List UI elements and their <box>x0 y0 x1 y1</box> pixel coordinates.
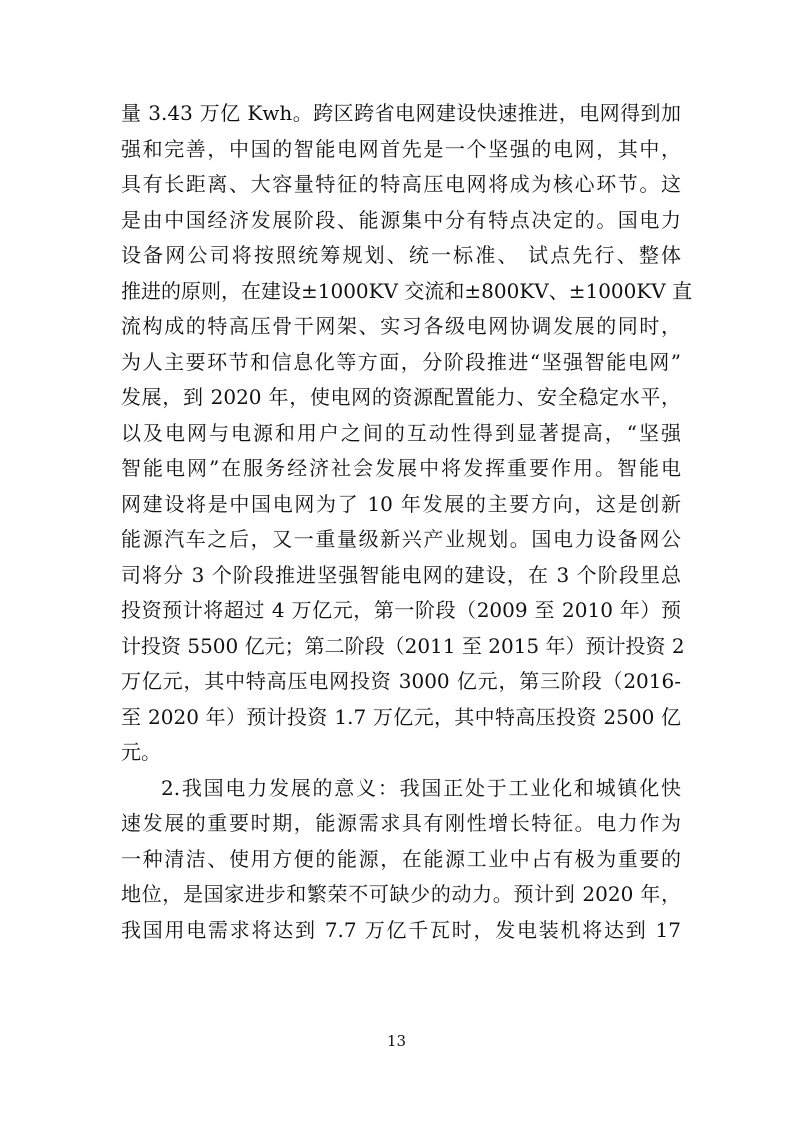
body-text <box>121 96 693 948</box>
page-number: 13 <box>386 1032 407 1050</box>
text-line: 智能电网”在服务经济社会发展中将发挥重要作用。智能电 <box>121 456 681 480</box>
text-line: 为人主要环节和信息化等方面，分阶段推进“坚强智能电网” <box>121 349 681 374</box>
text-line: 计投资 5500 亿元；第二阶段（2011 至 2015 年）预计投资 2 <box>121 633 685 658</box>
text-line: 万亿元，其中特高压电网投资 3000 亿元，第三阶段（2016- <box>121 669 681 693</box>
text-line: 至 2020 年）预计投资 1.7 万亿元，其中特高压投资 2500 亿 <box>121 704 681 729</box>
text-line: 一种清洁、使用方便的能源，在能源工业中占有极为重要的 <box>121 846 681 871</box>
text-line: 速发展的重要时期，能源需求具有刚性增长特征。电力作为 <box>121 811 681 835</box>
text-line: 设备网公司将按照统筹规划、统一标准、 试点先行、整体 <box>121 243 681 267</box>
text-line: 流构成的特高压骨干网架、实习各级电网协调发展的同时， <box>121 314 681 338</box>
text-line: 我国用电需求将达到 7.7 万亿千瓦时，发电装机将达到 17 <box>121 917 681 942</box>
text-line: 投资预计将超过 4 万亿元，第一阶段（2009 至 2010 年）预 <box>121 598 681 622</box>
text-line: 强和完善，中国的智能电网首先是一个坚强的电网，其中， <box>121 136 681 161</box>
text-line: 量 3.43 万亿 Kwh。跨区跨省电网建设快速推进，电网得到加 <box>121 101 681 125</box>
text-line: 地位，是国家进步和繁荣不可缺少的动力。预计到 2020 年， <box>121 882 681 906</box>
text-line: 元。 <box>121 740 161 764</box>
text-line: 推进的原则，在建设±1000KV 交流和±800KV、±1000KV 直 <box>121 278 693 303</box>
text-line: 具有长距离、大容量特征的特高压电网将成为核心环节。这 <box>121 172 681 196</box>
text-line: 发展，到 2020 年，使电网的资源配置能力、安全稳定水平， <box>121 385 681 409</box>
text-line: 以及电网与电源和用户之间的互动性得到显著提高，“坚强 <box>121 420 681 445</box>
text-line: 网建设将是中国电网为了 10 年发展的主要方向，这是创新 <box>121 491 681 516</box>
text-line: 司将分 3 个阶段推进坚强智能电网的建设，在 3 个阶段里总 <box>121 562 681 587</box>
text-line: 能源汽车之后，又一重量级新兴产业规划。国电力设备网公 <box>121 527 681 551</box>
paragraph-start-line: 2.我国电力发展的意义：我国正处于工业化和城镇化快 <box>161 775 681 800</box>
text-line: 是由中国经济发展阶段、能源集中分有特点决定的。国电力 <box>121 207 681 232</box>
